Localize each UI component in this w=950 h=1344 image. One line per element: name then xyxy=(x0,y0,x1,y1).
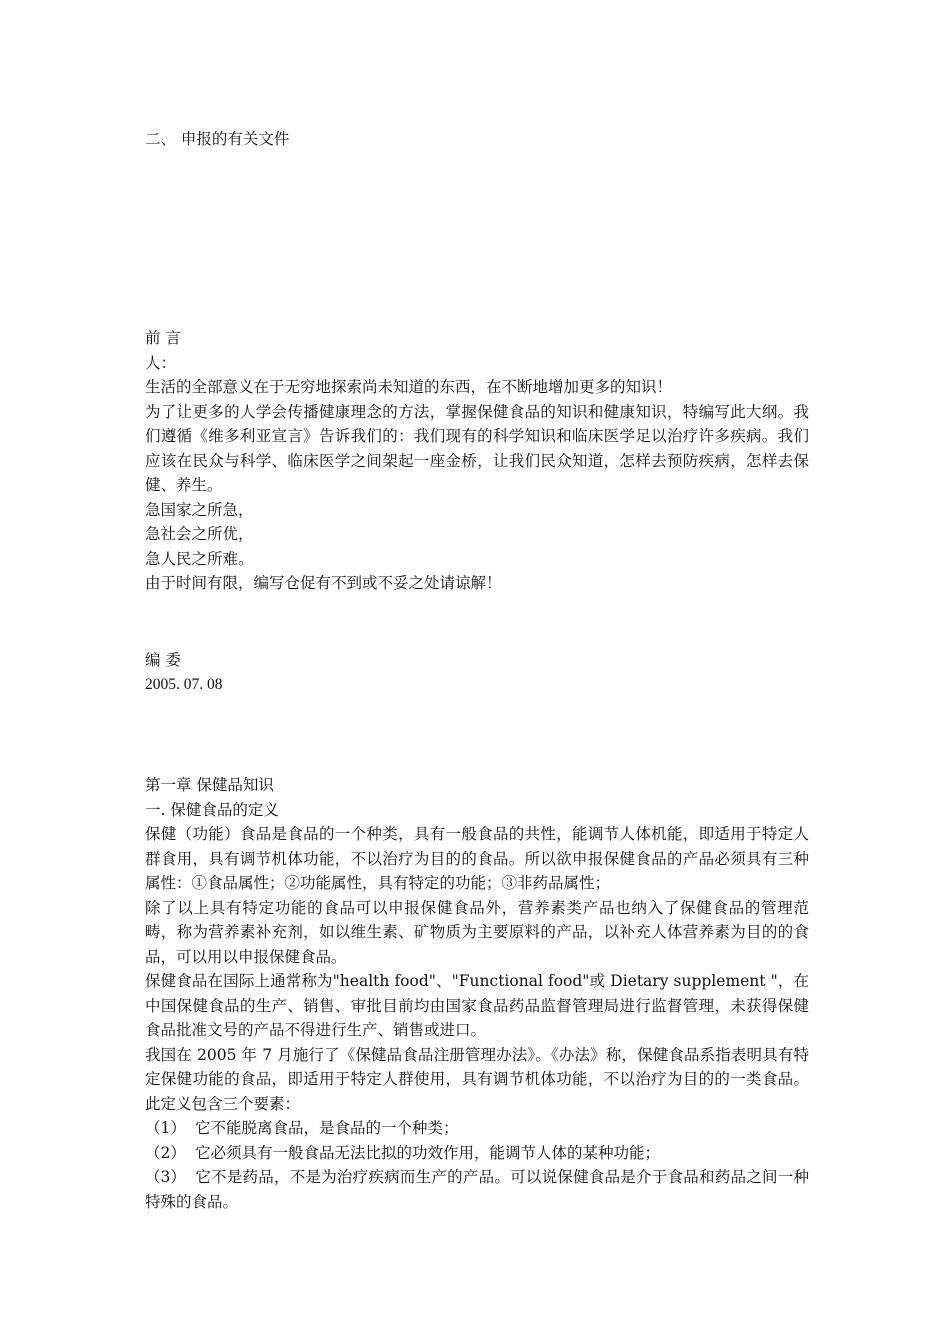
list-item xyxy=(145,1165,809,1214)
chapter-paragraph: 除了以上具有特定功能的食品可以申报保健食品外，营养素类产品也纳入了保健食品的管理范畴，称为营养素补充剂，如以维生素、矿物质为主要原料的产品，以补充人体营养素为目的的食品，可以用以申报保健食品。 xyxy=(145,898,809,966)
preface-line: 急社会之所优， xyxy=(145,525,254,543)
list-item xyxy=(145,1141,809,1166)
preface-signature: 编 委 xyxy=(145,651,181,669)
list-item-text: 它不能脱离食品，是食品的一个种类； xyxy=(195,1119,459,1137)
preface-signature-block xyxy=(145,648,809,697)
chapter-section xyxy=(145,773,809,1214)
list-item-number: （2） xyxy=(145,1143,186,1162)
section-heading: 二、 申报的有关文件 xyxy=(145,130,290,148)
chapter-paragraph: 我国在 2005 年 7 月施行了《保健品食品注册管理办法》。《办法》称，保健食品系指表明具有特定保健功能的食品，即适用于特定人群使用，具有调节机体功能，不以治疗为目的的一类食品。此定义包含三个要素： xyxy=(145,1045,809,1113)
chapter-paragraph: 保健食品在国际上通常称为"health food"、"Functional food"或 Dietary supplement "，在中国保健食品的生产、销售、审批目前均由国家食品药品监督管理局进行监督管理，未获得保健食品批准文号的产品不得进行生产、销售或进口。 xyxy=(145,972,809,1039)
chapter-title: 第一章 保健品知识 xyxy=(145,776,274,794)
preface-salutation: 人： xyxy=(145,353,177,372)
chapter-paragraph: 保健（功能）食品是食品的一个种类，具有一般食品的共性，能调节人体机能，即适用于特定人群食用，具有调节机体功能，不以治疗为目的的食品。所以欲申报保健食品的产品必须具有三种属性：①食品属性；②功能属性，具有特定的功能；③非药品属性； xyxy=(145,825,809,892)
preface-line: 生活的全部意义在于无穷地探索尚未知道的东西，在不断地增加更多的知识！ xyxy=(145,378,673,396)
list-item-number: （3） xyxy=(145,1168,186,1186)
preface-paragraph: 为了让更多的人学会传播健康理念的方法，掌握保健食品的知识和健康知识，特编写此大纲。我们遵循《维多利亚宣言》告诉我们的：我们现有的科学知识和临床医学足以治疗许多疾病。我们应该在民众与科学、临床医学之间架起一座金桥，让我们民众知道，怎样去预防疾病，怎样去保健、养生。 xyxy=(145,402,809,494)
list-item xyxy=(145,1116,809,1141)
preface-date: 2005. 07. 08 xyxy=(145,675,223,693)
list-item-number: （1） xyxy=(145,1119,186,1137)
preface-line: 急国家之所急， xyxy=(145,500,254,519)
list-item-text: 它不是药品，不是为治疗疾病而生产的产品。可以说保健食品是介于食品和药品之间一种特殊的食品。 xyxy=(145,1168,809,1211)
list-item-text: 它必须具有一般食品无法比拟的功效作用，能调节人体的某种功能； xyxy=(195,1143,661,1162)
preface-line: 急人民之所难。 xyxy=(145,549,254,568)
preface-line: 由于时间有限，编写仓促有不到或不妥之处请谅解！ xyxy=(145,574,502,592)
chapter-subtitle: 一. 保健食品的定义 xyxy=(145,800,279,819)
preface-title: 前 言 xyxy=(145,329,181,347)
preface-section xyxy=(145,326,809,596)
